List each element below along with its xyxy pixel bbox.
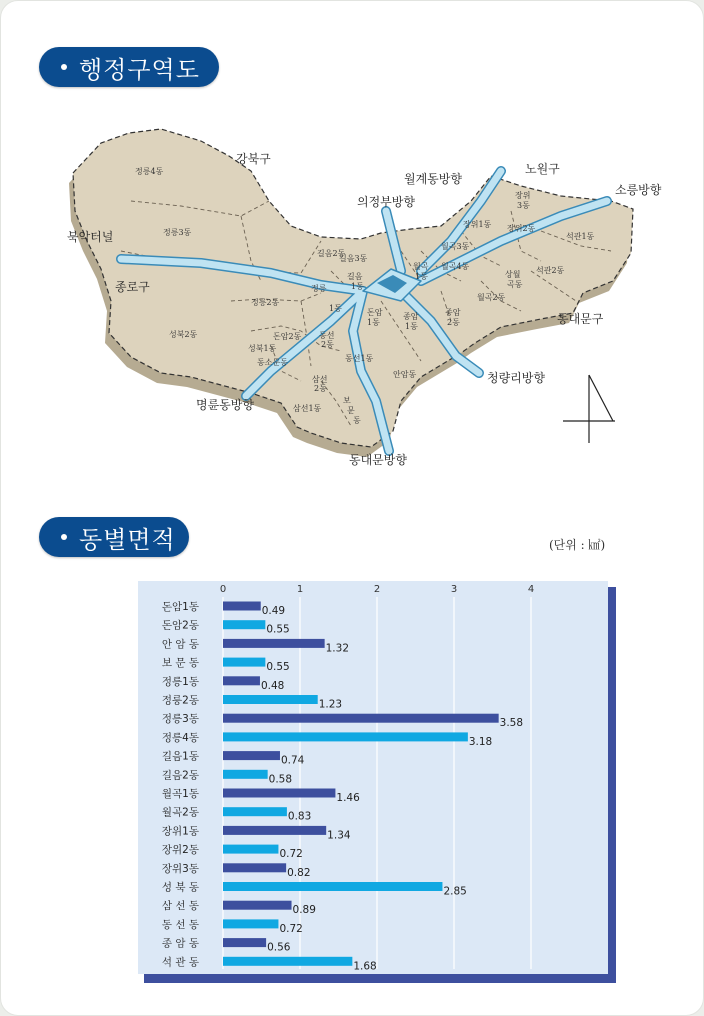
value-label: 0.48 <box>260 679 285 692</box>
label-seongbuk1: 성북1동 <box>248 344 277 353</box>
bar <box>223 751 280 760</box>
label-jongam2-a: 종암 <box>445 308 461 317</box>
bar <box>223 826 326 835</box>
category-label: 길음1동 <box>161 750 199 763</box>
value-label: 0.56 <box>267 941 291 954</box>
category-label: 장위1동 <box>161 825 199 838</box>
label-jongam1-a: 종암 <box>403 312 419 321</box>
category-label: 석 관 동 <box>161 956 199 969</box>
section-title-map-text: 행정구역도 <box>79 55 200 84</box>
x-tick-label: 3 <box>450 584 458 595</box>
label-soreung-direction: 소릉방향 <box>615 183 662 197</box>
chart-panel <box>138 581 608 974</box>
label-gireum3: 길음3동 <box>339 254 368 263</box>
bar <box>223 676 260 685</box>
category-label: 성 북 동 <box>161 881 199 894</box>
label-dongdaemun: 동대문구 <box>557 312 604 326</box>
label-bomun-a: 보 <box>343 396 351 405</box>
label-donam1-a: 돈암 <box>367 308 383 317</box>
label-sanggye-b: 곡동 <box>507 280 523 289</box>
category-label: 정릉3동 <box>161 713 199 726</box>
value-label: 1.68 <box>353 960 377 973</box>
value-label: 0.89 <box>292 904 316 917</box>
category-label: 길음2동 <box>161 769 199 782</box>
label-gireum1-a: 길음 <box>347 272 363 281</box>
x-tick-label: 4 <box>527 584 535 595</box>
label-jangwi3-a: 장위 <box>515 191 531 200</box>
x-tick-label: 1 <box>296 584 304 595</box>
label-jongam2-b: 2동 <box>447 318 460 327</box>
value-label: 0.49 <box>261 605 286 617</box>
label-dongseon2-a: 동선 <box>319 331 335 340</box>
label-dongdaemun-direction: 동대문방향 <box>349 453 407 467</box>
label-wolgok2: 월곡2동 <box>477 293 506 302</box>
label-jeongneung3: 정릉3동 <box>163 228 192 237</box>
value-label: 1.46 <box>336 792 360 804</box>
label-bomun-c: 동 <box>353 416 361 425</box>
bar <box>223 938 266 947</box>
value-label: 0.72 <box>279 922 303 935</box>
label-donam2: 돈암2동 <box>273 332 302 341</box>
category-label: 돈암2동 <box>161 619 199 632</box>
category-label: 정릉1동 <box>161 675 199 688</box>
label-uijeongbu-direction: 의정부방향 <box>357 195 415 209</box>
bar <box>223 620 265 629</box>
bar <box>223 732 468 741</box>
label-wolgok1-b: 1동 <box>415 272 428 281</box>
label-gireum1-b: 1동 <box>351 282 364 291</box>
label-dongseon1: 동선1동 <box>345 354 374 363</box>
label-jeongneung4: 정릉4동 <box>135 167 164 176</box>
category-label: 장위3동 <box>161 862 199 875</box>
label-myeongnyun-direction: 명륜동방향 <box>196 398 254 412</box>
area-bar-chart <box>1 561 704 991</box>
label-jangwi2: 장위2동 <box>507 224 536 233</box>
label-samseon2-a: 삼선 <box>312 375 328 384</box>
label-bukak-tunnel: 북악터널 <box>67 230 114 244</box>
label-jangwi3-b: 3동 <box>517 201 530 210</box>
value-label: 1.34 <box>327 829 351 842</box>
category-label: 동 선 동 <box>161 918 199 931</box>
category-label: 장위2동 <box>161 844 199 857</box>
label-jongno: 종로구 <box>115 280 150 294</box>
value-label: 0.82 <box>287 866 311 879</box>
bar <box>223 863 286 872</box>
value-label: 0.55 <box>266 661 290 674</box>
category-label: 월곡1동 <box>161 788 199 800</box>
label-jongam1-b: 1동 <box>405 322 418 331</box>
x-tick-label: 2 <box>373 584 381 595</box>
bar <box>223 919 278 928</box>
label-jeongneung-a: 정릉 <box>311 284 327 293</box>
x-tick-label: 0 <box>219 584 227 595</box>
section-title-map <box>39 47 219 87</box>
label-seokgwan2: 석관2동 <box>536 266 565 275</box>
value-label: 0.74 <box>280 754 305 767</box>
label-donam1-b: 1동 <box>367 318 380 327</box>
label-anam: 안암동 <box>393 370 417 379</box>
bar <box>223 957 352 966</box>
label-gangbuk: 강북구 <box>236 152 271 166</box>
unit-note: (단위 : ㎢) <box>549 538 606 552</box>
label-jeongneung1: 1동 <box>329 304 342 313</box>
category-label: 정릉4동 <box>161 731 199 744</box>
bar <box>223 770 268 779</box>
label-samseon1: 삼선1동 <box>293 404 322 413</box>
bullet-icon <box>61 534 67 540</box>
bar <box>223 602 261 611</box>
bar <box>223 639 325 648</box>
value-label: 3.58 <box>499 717 524 730</box>
bar <box>223 845 278 854</box>
label-wolgye-direction: 월계동방향 <box>404 172 462 186</box>
bar <box>223 807 287 816</box>
category-label: 정릉2동 <box>161 694 199 707</box>
label-wolgok3: 월곡3동 <box>441 242 470 251</box>
value-label: 0.55 <box>266 623 290 636</box>
label-bomun-b: 문 <box>347 406 355 415</box>
bar <box>223 789 335 798</box>
value-label: 0.58 <box>268 773 293 786</box>
label-dongso: 동소문동 <box>257 358 288 367</box>
label-jangwi1: 장위1동 <box>463 220 492 229</box>
bar <box>223 882 442 891</box>
value-label: 2.85 <box>443 885 467 898</box>
value-label: 0.83 <box>287 810 312 823</box>
label-seokgwan1: 석관1동 <box>566 232 595 241</box>
label-dongseon2-b: 2동 <box>321 340 334 349</box>
bullet-icon <box>61 64 67 70</box>
value-label: 3.18 <box>468 735 493 748</box>
category-label: 삼 선 동 <box>161 900 199 913</box>
administrative-map <box>1 101 704 481</box>
section-title-chart-text: 동별면적 <box>79 525 176 554</box>
category-label: 안 암 동 <box>161 638 199 651</box>
label-wolgok4: 월곡4동 <box>441 262 470 271</box>
label-seongbuk2: 성북2동 <box>169 330 198 339</box>
value-label: 1.32 <box>325 642 350 655</box>
category-label: 보 문 동 <box>161 657 199 670</box>
bar <box>223 714 499 723</box>
value-label: 0.72 <box>279 848 303 861</box>
label-jeongneung2: 정릉2동 <box>251 298 280 307</box>
label-cheongnyangni-direction: 청량리방향 <box>487 371 545 385</box>
category-label: 월곡2동 <box>161 806 199 819</box>
label-sanggye-a: 상월 <box>505 270 521 279</box>
label-samseon2-b: 2동 <box>314 384 327 393</box>
bar <box>223 658 265 667</box>
section-title-chart <box>39 517 189 557</box>
label-nowon: 노원구 <box>525 162 560 176</box>
bar <box>223 695 318 704</box>
value-label: 1.23 <box>318 698 343 711</box>
category-label: 돈암1동 <box>161 601 199 613</box>
label-wolgok1-a: 월곡 <box>413 262 429 271</box>
category-label: 종 암 동 <box>161 937 199 950</box>
north-arrow-icon <box>563 375 615 443</box>
bar <box>223 901 292 910</box>
label-gireum2: 길음2동 <box>317 249 346 258</box>
